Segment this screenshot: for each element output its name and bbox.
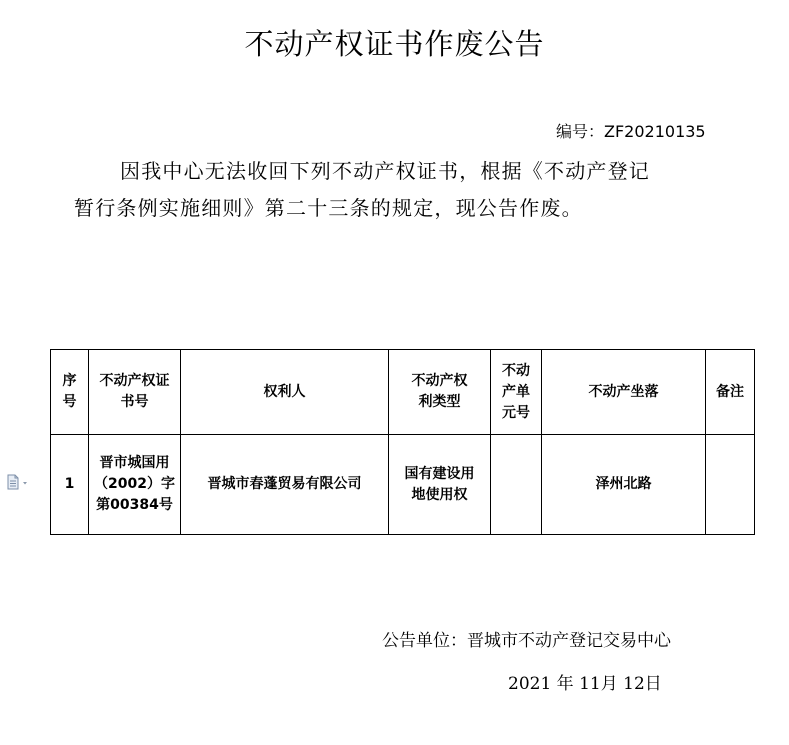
body-line-2: 暂行条例实施细则》第二十三条的规定，现公告作废。 [74, 196, 583, 220]
page-title: 不动产权证书作废公告 [244, 27, 545, 61]
date-month: 11 [579, 674, 601, 694]
header-cert-no: 不动产权证书号 [89, 350, 181, 435]
cell-holder: 晋城市春蓬贸易有限公司 [181, 435, 389, 535]
table-row [51, 435, 755, 535]
date-day: 12 [623, 674, 645, 694]
issuer-line: 公告单位：晋城市不动产登记交易中心 [382, 631, 671, 651]
header-right-type: 不动产权利类型 [389, 350, 491, 435]
issue-date [508, 669, 662, 694]
certificate-table [50, 349, 755, 535]
cell-right-type: 国有建设用地使用权 [389, 435, 491, 535]
header-seq: 序号 [51, 350, 89, 435]
date-month-unit: 月 [600, 674, 618, 694]
header-location: 不动产坐落 [542, 350, 706, 435]
cell-cert-no: 晋市城国用（2002）字第00384号 [89, 435, 181, 535]
date-year-unit: 年 [556, 674, 574, 694]
date-day-unit: 日 [644, 674, 662, 694]
document-dropdown-icon[interactable] [6, 474, 32, 490]
cell-unit-no [491, 435, 542, 535]
cell-seq: 1 [51, 435, 89, 535]
cell-location: 泽州北路 [542, 435, 706, 535]
body-line-1: 因我中心无法收回下列不动产权证书，根据《不动产登记 [120, 159, 650, 183]
date-year: 2021 [508, 674, 552, 694]
table-header-row [51, 350, 755, 435]
header-remark: 备注 [706, 350, 755, 435]
header-holder: 权利人 [181, 350, 389, 435]
cell-remark [706, 435, 755, 535]
document-number: 编号：ZF20210135 [556, 122, 706, 141]
header-unit-no: 不动产单元号 [491, 350, 542, 435]
announcement-body [74, 153, 724, 227]
